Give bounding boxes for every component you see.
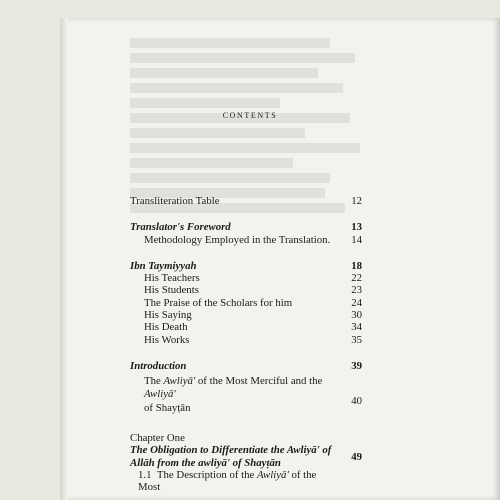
toc-entry-awliya-most-merciful-cont[interactable] (130, 394, 362, 414)
toc-entry-title: The Praise of the Scholars for him (144, 296, 293, 309)
toc-entry-title: Introduction (130, 359, 187, 372)
toc-entry-his-students[interactable] (130, 284, 362, 296)
toc-entry-his-death[interactable] (130, 321, 362, 333)
toc-entry-praise-of-scholars[interactable] (130, 297, 362, 309)
toc-entry-title: Translator's Foreword (130, 221, 231, 234)
toc-entry-page: 14 (351, 233, 362, 246)
toc-entry-title: His Works (144, 333, 190, 346)
toc-entry-transliteration[interactable] (130, 195, 362, 207)
toc-entry-title: The Awliyā' of the Most Merciful and the Awliyā' (144, 375, 323, 400)
toc-entry-page: 22 (351, 272, 362, 285)
chapter-label: Chapter One (130, 432, 185, 445)
toc-entry-title: Ibn Taymiyyah (130, 259, 197, 272)
toc-entry-title: Allāh from the awliyā' of Shayṭān (130, 456, 281, 469)
toc-entry-his-works[interactable] (130, 334, 362, 346)
toc-entry-page: 13 (351, 221, 362, 234)
toc-entry-title: of Shayṭān (144, 401, 191, 414)
toc-entry-title: Transliteration Table (130, 195, 220, 207)
toc-entry-title: Methodology Employed in the Translation. (144, 233, 331, 246)
toc-entry-page: 23 (351, 284, 362, 297)
toc-entry-title: His Death (144, 321, 188, 334)
toc-entry-1-1[interactable] (130, 469, 362, 494)
toc-entry-methodology[interactable] (130, 234, 362, 246)
toc-entry-chapter-one[interactable] (130, 444, 362, 456)
toc-entry-his-saying[interactable] (130, 309, 362, 321)
toc-entry-page: 39 (351, 359, 362, 372)
toc-entry-awliya-most-merciful[interactable] (130, 375, 362, 400)
table-of-contents (130, 195, 362, 494)
toc-entry-page: 49 (351, 450, 362, 463)
toc-entry-page: 30 (351, 309, 362, 322)
toc-entry-title: His Saying (144, 309, 192, 322)
toc-entry-title: His Students (144, 284, 199, 297)
toc-entry-title: The Obligation to Differentiate the Awliyā' of (130, 444, 332, 457)
toc-entry-page: 34 (351, 321, 362, 334)
toc-entry-page: 40 (351, 394, 362, 407)
toc-entry-page: 12 (351, 195, 362, 207)
toc-entry-ibn-taymiyyah[interactable] (130, 260, 362, 272)
toc-entry-translators-foreword[interactable] (130, 221, 362, 233)
toc-entry-title: 1.1 The Description of the Awliyā' of the Most (138, 469, 317, 494)
contents-heading: CONTENTS (222, 111, 278, 120)
toc-entry-page: 24 (351, 296, 362, 309)
toc-entry-page: 18 (351, 259, 362, 272)
page-edge (60, 18, 68, 500)
toc-chapter-label (130, 432, 362, 444)
toc-entry-his-teachers[interactable] (130, 272, 362, 284)
toc-entry-introduction[interactable] (130, 360, 362, 372)
toc-entry-title: His Teachers (144, 272, 200, 285)
toc-entry-page: 35 (351, 333, 362, 346)
